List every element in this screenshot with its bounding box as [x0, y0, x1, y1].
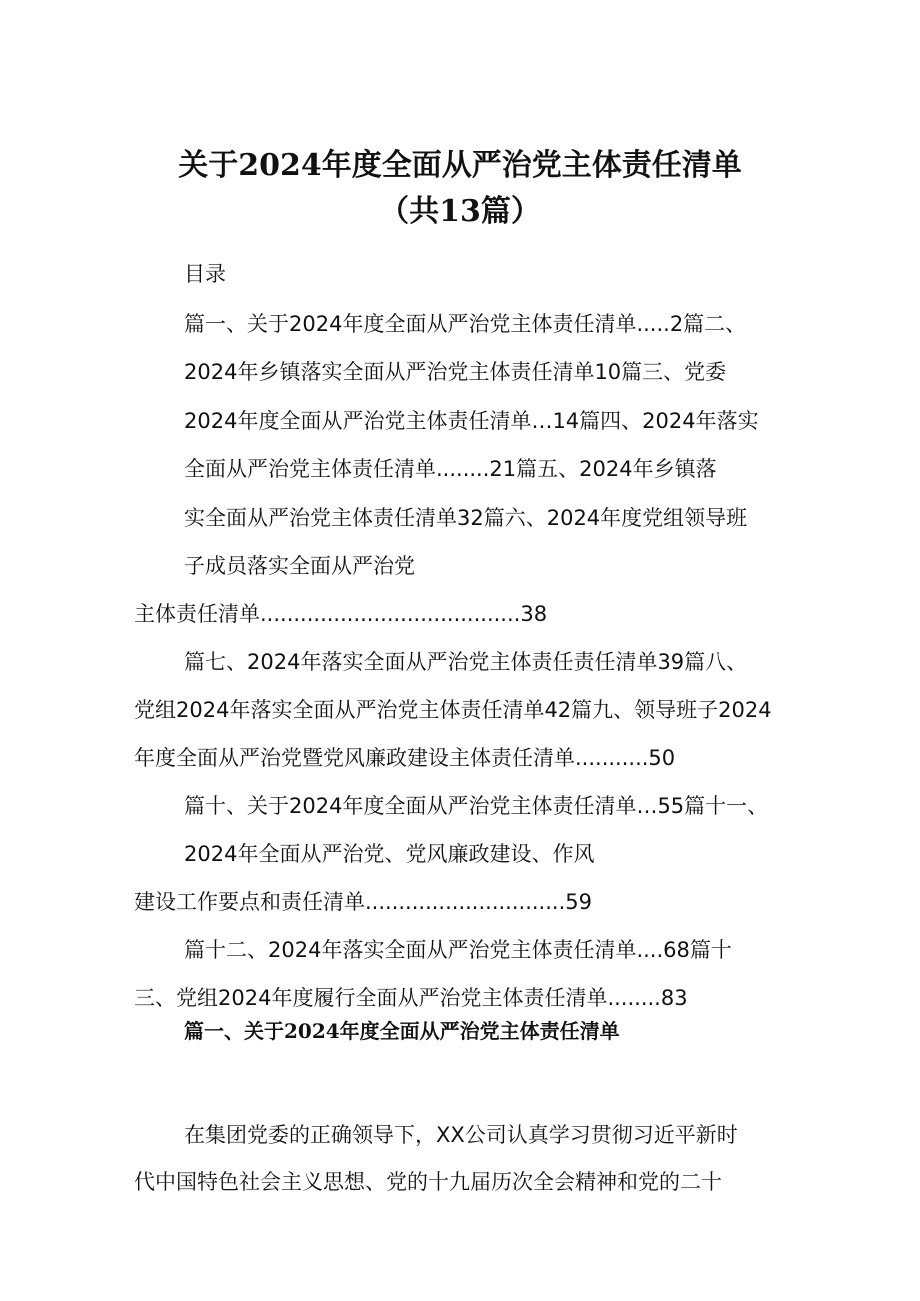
document-subtitle: （共13篇） [379, 194, 541, 229]
toc-heading: 目录 [184, 262, 226, 286]
toc-line: 三、党组2024年度履行全面从严治党主体责任清单........83 [134, 986, 688, 1010]
toc-line: 党组2024年落实全面从严治党主体责任清单42篇九、领导班子2024 [134, 698, 772, 722]
toc-line: 篇十二、2024年落实全面从严治党主体责任清单....68篇十 [184, 938, 732, 962]
toc-line: 篇一、关于2024年度全面从严治党主体责任清单.....2篇二、 [184, 312, 747, 336]
section-heading: 篇一、关于2024年度全面从严治党主体责任清单 [184, 1019, 620, 1043]
document-title: 关于2024年度全面从严治党主体责任清单 [178, 148, 742, 183]
toc-line: 篇十、关于2024年度全面从严治党主体责任清单…55篇十一、 [184, 794, 769, 818]
toc-line: 2024年乡镇落实全面从严治党主体责任清单10篇三、党委 [184, 360, 727, 384]
toc-line: 实全面从严治党主体责任清单32篇六、2024年度党组领导班 [184, 506, 748, 530]
toc-line: 全面从严治党主体责任清单........21篇五、2024年乡镇落 [184, 457, 717, 481]
toc-line: 子成员落实全面从严治党 [184, 554, 415, 578]
toc-line: 建设工作要点和责任清单..............................59 [134, 890, 592, 914]
toc-line: 主体责任清单.......................................38 [134, 602, 548, 626]
toc-line: 篇七、2024年落实全面从严治党主体责任责任清单39篇八、 [184, 650, 748, 674]
toc-line: 2024年全面从严治党、党风廉政建设、作风 [184, 842, 595, 866]
body-paragraph-line: 代中国特色社会主义思想、党的十九届历次全会精神和党的二十 [134, 1170, 722, 1194]
body-paragraph-line: 在集团党委的正确领导下，XX公司认真学习贯彻习近平新时 [184, 1123, 738, 1147]
toc-line: 年度全面从严治党暨党风廉政建设主体责任清单...........50 [134, 746, 676, 770]
toc-line: 2024年度全面从严治党主体责任清单…14篇四、2024年落实 [184, 409, 759, 433]
